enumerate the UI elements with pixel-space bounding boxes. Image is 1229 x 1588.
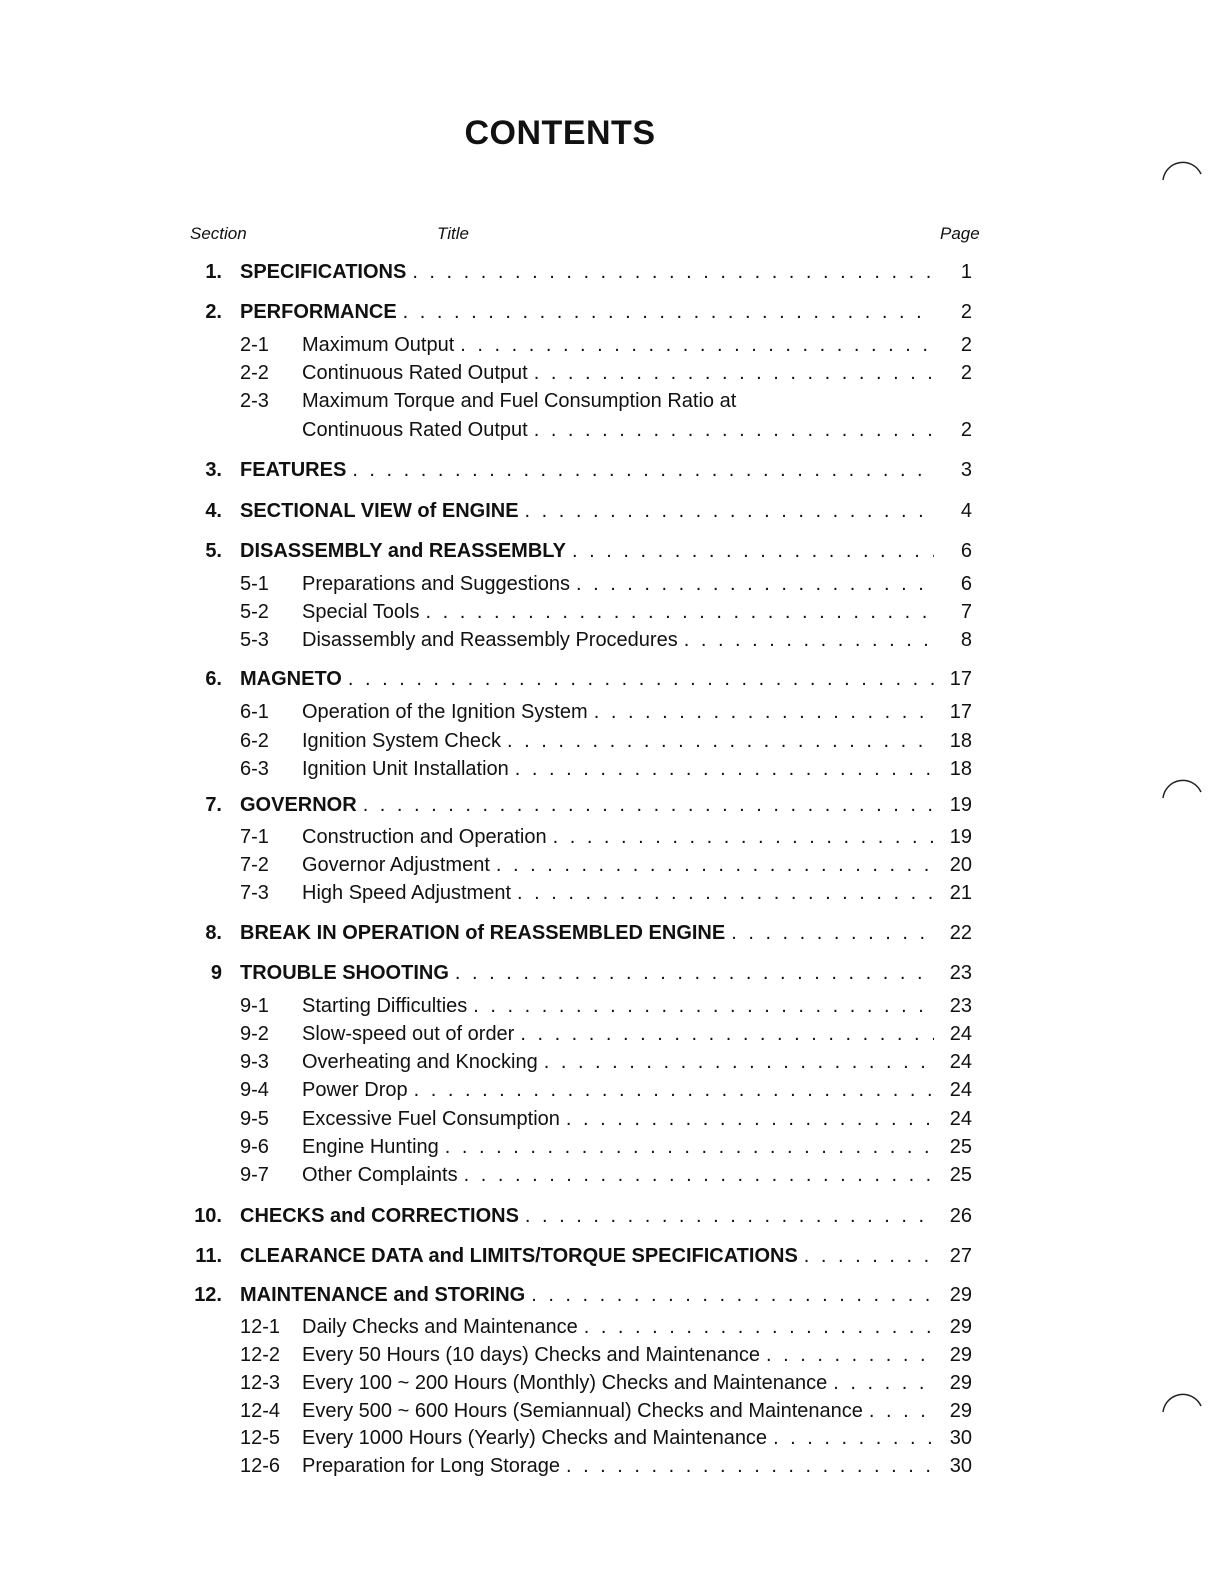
subsection-number: 6-1	[240, 701, 269, 723]
toc-subsection-row	[190, 1020, 980, 1048]
page-number: 1	[960, 261, 972, 283]
page-number: 18	[949, 758, 972, 780]
toc-subsection-row	[190, 1076, 980, 1104]
page-number: 19	[949, 826, 972, 848]
subsection-title: Power Drop	[302, 1079, 408, 1101]
subsection-number: 5-2	[240, 601, 269, 623]
subsection-number: 9-6	[240, 1136, 269, 1158]
toc-section-row	[190, 258, 980, 286]
subsection-title: Daily Checks and Maintenance	[302, 1316, 578, 1338]
dot-leader	[544, 1048, 934, 1076]
page-number: 26	[949, 1205, 972, 1227]
toc-subsection-row	[190, 359, 980, 387]
section-title: CLEARANCE DATA and LIMITS/TORQUE SPECIFICATIONS	[240, 1245, 798, 1267]
toc-subsection-row	[190, 727, 980, 755]
toc-section-row	[190, 537, 980, 565]
section-number: 4.	[205, 500, 222, 522]
toc-subsection-row	[190, 992, 980, 1020]
subsection-number: 12-6	[240, 1455, 281, 1477]
toc-subsection-row	[190, 1161, 980, 1189]
page-number: 2	[960, 419, 972, 441]
toc-subsection-row	[190, 626, 980, 654]
toc-subsection-row	[190, 1452, 980, 1480]
page-number: 27	[949, 1245, 972, 1267]
toc-subsection-row	[190, 1133, 980, 1161]
section-number: 11.	[195, 1245, 222, 1267]
toc-subsection-row	[190, 823, 980, 851]
page-column-header: Page	[940, 224, 980, 243]
toc-subsection-row	[190, 1424, 980, 1452]
subsection-title: High Speed Adjustment	[302, 882, 512, 904]
dot-leader	[572, 537, 934, 565]
toc-subsection-row	[190, 1397, 980, 1425]
section-number: 1.	[205, 261, 222, 283]
dot-leader	[515, 755, 934, 783]
page-number: 23	[949, 962, 972, 984]
page-number: 7	[960, 601, 972, 623]
subsection-title: Continuous Rated Output	[302, 362, 528, 384]
toc-section-row	[190, 791, 980, 819]
toc-section-row	[190, 1242, 980, 1270]
section-number: 10.	[194, 1205, 222, 1227]
subsection-title: Special Tools	[302, 601, 420, 623]
subsection-title: Construction and Operation	[302, 826, 547, 848]
page-number: 17	[949, 701, 972, 723]
toc-section-row	[190, 665, 980, 693]
dot-leader	[348, 665, 934, 693]
subsection-number: 12-5	[240, 1427, 281, 1449]
page-number: 20	[949, 854, 972, 876]
subsection-title: Preparation for Long Storage	[302, 1455, 560, 1477]
section-number: 12.	[194, 1284, 222, 1306]
toc-section-row	[190, 959, 980, 987]
dot-leader	[403, 298, 934, 326]
toc-subsection-row	[190, 1105, 980, 1133]
dot-leader	[445, 1133, 934, 1161]
page-number: 8	[960, 629, 972, 651]
page-number: 29	[949, 1344, 972, 1366]
section-title: TROUBLE SHOOTING	[240, 962, 449, 984]
page-number: 25	[949, 1164, 972, 1186]
toc-subsection-row	[190, 331, 980, 359]
page-number: 21	[949, 882, 972, 904]
subsection-number: 7-2	[240, 854, 269, 876]
subsection-number: 6-2	[240, 730, 269, 752]
subsection-title: Every 100 ~ 200 Hours (Monthly) Checks and Maintenance	[302, 1372, 828, 1394]
toc-subsection-row	[190, 1369, 980, 1397]
section-title: SECTIONAL VIEW of ENGINE	[240, 500, 519, 522]
page-number: 29	[949, 1372, 972, 1394]
dot-leader	[525, 1202, 934, 1230]
dot-leader	[460, 331, 934, 359]
dot-leader	[425, 598, 934, 626]
dot-leader	[455, 959, 934, 987]
section-title: DISASSEMBLY and REASSEMBLY	[240, 540, 567, 562]
toc-subsection-row	[190, 698, 980, 726]
toc-subsection-row	[190, 570, 980, 598]
dot-leader	[473, 992, 934, 1020]
toc-subsection-row	[190, 851, 980, 879]
toc-section-row	[190, 298, 980, 326]
subsection-number: 2-1	[240, 334, 269, 356]
section-number: 9	[210, 962, 222, 984]
dot-leader	[414, 1076, 934, 1104]
subsection-number: 2-2	[240, 362, 269, 384]
page-number: 18	[949, 730, 972, 752]
dot-leader	[352, 456, 934, 484]
subsection-title: Every 50 Hours (10 days) Checks and Maintenance	[302, 1344, 761, 1366]
subsection-number: 12-3	[240, 1372, 281, 1394]
subsection-title: Engine Hunting	[302, 1136, 439, 1158]
dot-leader	[496, 851, 934, 879]
subsection-title: Ignition System Check	[302, 730, 501, 752]
dot-leader	[534, 359, 934, 387]
page-number: 29	[949, 1316, 972, 1338]
toc-section-row	[190, 497, 980, 525]
dot-leader	[553, 823, 934, 851]
toc-section-row	[190, 919, 980, 947]
dot-leader	[566, 1452, 934, 1480]
subsection-title: Disassembly and Reassembly Procedures	[302, 629, 678, 651]
binder-hole-mark	[1157, 140, 1207, 190]
subsection-title: Slow-speed out of order	[302, 1023, 515, 1045]
subsection-title: Operation of the Ignition System	[302, 701, 588, 723]
toc-subsection-row	[190, 416, 980, 444]
subsection-number: 9-5	[240, 1108, 269, 1130]
page-number: 29	[949, 1400, 972, 1422]
page-number: 4	[960, 500, 972, 522]
subsection-number: 12-1	[240, 1316, 281, 1338]
page-title: CONTENTS	[464, 114, 656, 152]
section-number: 8.	[205, 922, 222, 944]
page-number: 24	[949, 1079, 972, 1101]
subsection-number: 7-1	[240, 826, 269, 848]
page-number: 23	[949, 995, 972, 1017]
subsection-title: Other Complaints	[302, 1164, 458, 1186]
dot-leader	[731, 919, 934, 947]
section-title: BREAK IN OPERATION of REASSEMBLED ENGINE	[240, 922, 726, 944]
dot-leader	[576, 570, 934, 598]
title-column-header: Title	[437, 224, 469, 243]
toc-subsection-row	[190, 1048, 980, 1076]
dot-leader	[766, 1341, 934, 1369]
dot-leader	[531, 1281, 934, 1309]
dot-leader	[464, 1161, 934, 1189]
toc-subsection-row	[190, 879, 980, 907]
section-title: GOVERNOR	[240, 794, 357, 816]
subsection-title: Preparations and Suggestions	[302, 573, 570, 595]
binder-hole-mark	[1157, 1372, 1207, 1422]
toc-section-row	[190, 1202, 980, 1230]
subsection-number: 2-3	[240, 390, 269, 412]
subsection-number: 9-4	[240, 1079, 269, 1101]
subsection-title: Ignition Unit Installation	[302, 758, 509, 780]
subsection-number: 5-3	[240, 629, 269, 651]
page-number: 2	[960, 334, 972, 356]
page-number: 22	[949, 922, 972, 944]
section-number: 3.	[205, 459, 222, 481]
page-number: 24	[949, 1023, 972, 1045]
page-number: 6	[960, 573, 972, 595]
section-number: 7.	[205, 794, 222, 816]
dot-leader	[684, 626, 934, 654]
section-title: SPECIFICATIONS	[240, 261, 407, 283]
toc-subsection-row	[190, 1313, 980, 1341]
section-number: 5.	[205, 540, 222, 562]
binder-hole-mark	[1157, 758, 1207, 808]
page-number: 3	[960, 459, 972, 481]
toc-subsection-row	[190, 598, 980, 626]
page-number: 24	[949, 1051, 972, 1073]
dot-leader	[869, 1397, 934, 1425]
page-number: 6	[960, 540, 972, 562]
subsection-title: Starting Difficulties	[302, 995, 468, 1017]
dot-leader	[594, 698, 934, 726]
section-title: PERFORMANCE	[240, 301, 397, 323]
dot-leader	[525, 497, 934, 525]
page-number: 2	[960, 301, 972, 323]
page-number: 24	[949, 1108, 972, 1130]
subsection-title: Continuous Rated Output	[302, 419, 528, 441]
section-title: MAINTENANCE and STORING	[240, 1284, 526, 1306]
dot-leader	[773, 1424, 934, 1452]
subsection-title: Overheating and Knocking	[302, 1051, 538, 1073]
section-number: 2.	[205, 301, 222, 323]
subsection-number: 6-3	[240, 758, 269, 780]
section-column-header: Section	[190, 224, 247, 243]
toc-subsection-row	[190, 1341, 980, 1369]
dot-leader	[507, 727, 934, 755]
section-title: CHECKS and CORRECTIONS	[240, 1205, 519, 1227]
subsection-number: 9-7	[240, 1164, 269, 1186]
subsection-number: 12-2	[240, 1344, 281, 1366]
dot-leader	[566, 1105, 934, 1133]
dot-leader	[412, 258, 934, 286]
dot-leader	[804, 1242, 934, 1270]
subsection-number: 5-1	[240, 573, 269, 595]
page-number: 29	[949, 1284, 972, 1306]
section-title: FEATURES	[240, 459, 347, 481]
page-number: 25	[949, 1136, 972, 1158]
subsection-title: Every 500 ~ 600 Hours (Semiannual) Checks and Maintenance	[302, 1400, 863, 1422]
subsection-title: Governor Adjustment	[302, 854, 490, 876]
subsection-title: Maximum Output	[302, 334, 455, 356]
toc-subsection-row	[190, 387, 980, 415]
dot-leader	[584, 1313, 934, 1341]
toc-subsection-row	[190, 755, 980, 783]
subsection-number: 7-3	[240, 882, 269, 904]
subsection-title: Maximum Torque and Fuel Consumption Ratio at	[302, 390, 737, 412]
page-number: 17	[949, 668, 972, 690]
page-number: 2	[960, 362, 972, 384]
subsection-title: Every 1000 Hours (Yearly) Checks and Maintenance	[302, 1427, 768, 1449]
dot-leader	[363, 791, 934, 819]
subsection-number: 9-3	[240, 1051, 269, 1073]
dot-leader	[534, 416, 934, 444]
section-number: 6.	[205, 668, 222, 690]
toc-section-row	[190, 1281, 980, 1309]
page-number: 19	[949, 794, 972, 816]
dot-leader	[517, 879, 934, 907]
page-number: 30	[949, 1455, 972, 1477]
subsection-number: 9-1	[240, 995, 269, 1017]
page-number: 30	[949, 1427, 972, 1449]
section-title: MAGNETO	[240, 668, 342, 690]
dot-leader	[833, 1369, 934, 1397]
subsection-number: 9-2	[240, 1023, 269, 1045]
toc-section-row	[190, 456, 980, 484]
dot-leader	[520, 1020, 934, 1048]
subsection-number: 12-4	[240, 1400, 281, 1422]
subsection-title: Excessive Fuel Consumption	[302, 1108, 560, 1130]
